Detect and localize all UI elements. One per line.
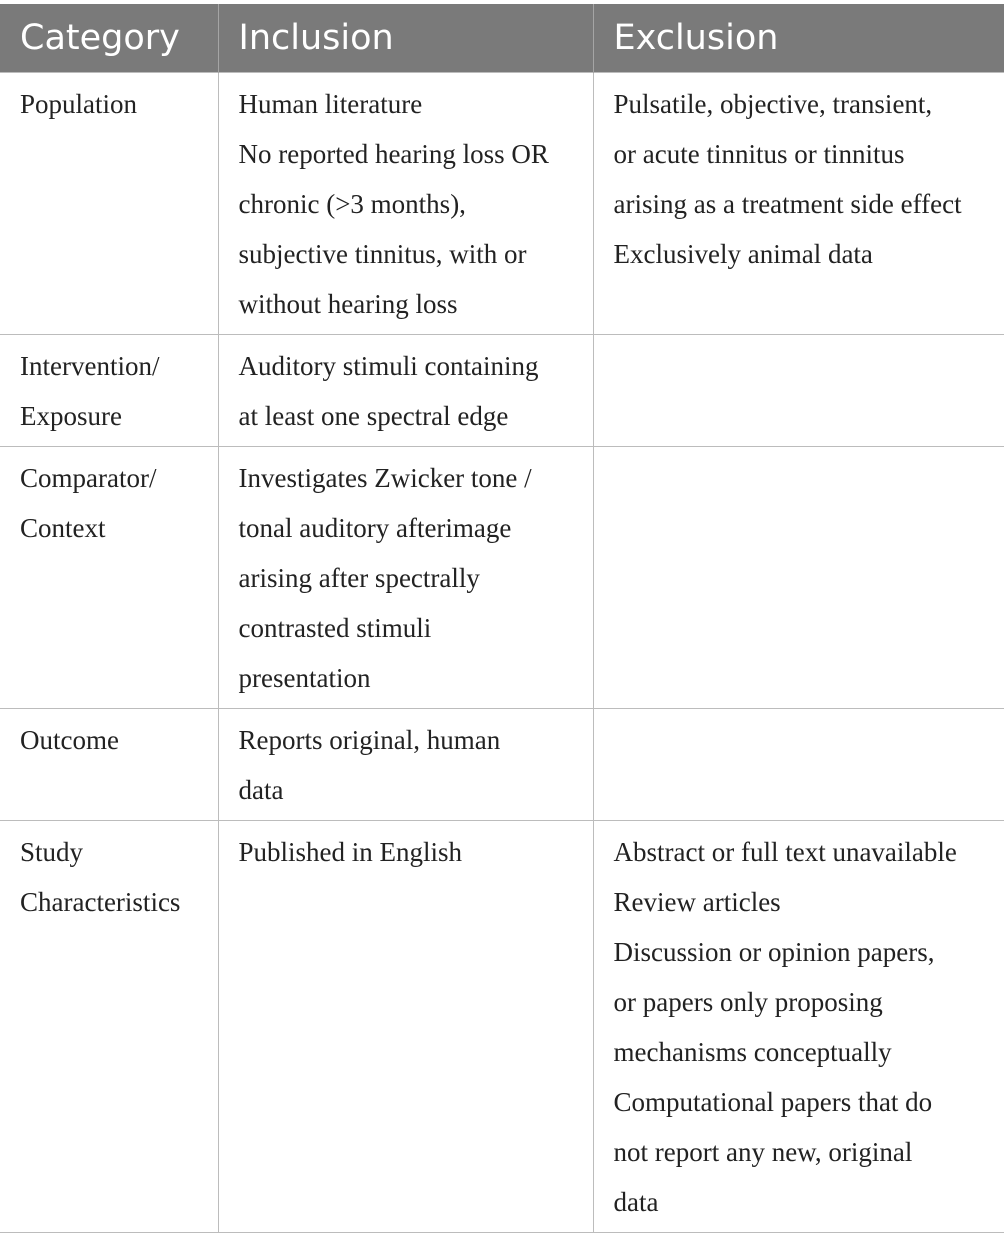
text-line: not report any new, original bbox=[613, 1136, 913, 1167]
text-line: Context bbox=[20, 512, 106, 543]
cell-inclusion bbox=[218, 334, 593, 446]
cell-category bbox=[0, 708, 218, 820]
cell-exclusion bbox=[593, 446, 1004, 708]
text-line: chronic (>3 months), bbox=[238, 188, 466, 219]
table-header bbox=[0, 4, 1004, 72]
text-line: Review articles bbox=[613, 886, 781, 917]
text-line: data bbox=[613, 1186, 659, 1217]
text-line: at least one spectral edge bbox=[238, 400, 509, 431]
table-body bbox=[0, 72, 1004, 1232]
header-inclusion: Inclusion bbox=[218, 4, 593, 72]
text-line: Exposure bbox=[20, 400, 122, 431]
text-line: Investigates Zwicker tone / bbox=[238, 462, 532, 493]
cell-exclusion bbox=[593, 820, 1004, 1232]
text-line: presentation bbox=[238, 662, 371, 693]
text-line: Computational papers that do bbox=[613, 1086, 933, 1117]
criteria-table bbox=[0, 4, 1004, 1233]
text-line: contrasted stimuli bbox=[238, 612, 432, 643]
cell-category bbox=[0, 334, 218, 446]
cell-inclusion bbox=[218, 708, 593, 820]
text-line: Published in English bbox=[238, 836, 463, 867]
cell-category bbox=[0, 446, 218, 708]
cell-exclusion bbox=[593, 334, 1004, 446]
table-row-population bbox=[0, 72, 1004, 334]
text-line: subjective tinnitus, with or bbox=[238, 238, 527, 269]
text-line: Intervention/ bbox=[20, 350, 160, 381]
text-line: Exclusively animal data bbox=[613, 238, 873, 269]
text-line: Reports original, human bbox=[238, 724, 501, 755]
text-line: Human literature bbox=[238, 88, 423, 119]
cell-category bbox=[0, 72, 218, 334]
table-row-comparator bbox=[0, 446, 1004, 708]
header-row bbox=[0, 4, 1004, 72]
text-line: arising after spectrally bbox=[238, 562, 480, 593]
table-row-outcome bbox=[0, 708, 1004, 820]
header-exclusion: Exclusion bbox=[593, 4, 1004, 72]
text-line: Comparator/ bbox=[20, 462, 157, 493]
text-line: data bbox=[238, 774, 284, 805]
text-line: Outcome bbox=[20, 724, 119, 755]
text-line: Discussion or opinion papers, bbox=[613, 936, 935, 967]
cell-category bbox=[0, 820, 218, 1232]
cell-exclusion bbox=[593, 708, 1004, 820]
text-line: or acute tinnitus or tinnitus bbox=[613, 138, 905, 169]
text-line: Pulsatile, objective, transient, bbox=[613, 88, 933, 119]
text-line: Study bbox=[20, 836, 84, 867]
text-line: Population bbox=[20, 88, 138, 119]
cell-inclusion bbox=[218, 820, 593, 1232]
text-line: without hearing loss bbox=[238, 288, 458, 319]
text-line: Abstract or full text unavailable bbox=[613, 836, 957, 867]
table-row-study-characteristics bbox=[0, 820, 1004, 1232]
text-line: No reported hearing loss OR bbox=[238, 138, 549, 169]
cell-exclusion bbox=[593, 72, 1004, 334]
table-row-intervention bbox=[0, 334, 1004, 446]
header-category: Category bbox=[0, 4, 218, 72]
text-line: Characteristics bbox=[20, 886, 181, 917]
text-line: arising as a treatment side effect bbox=[613, 188, 962, 219]
cell-inclusion bbox=[218, 72, 593, 334]
text-line: tonal auditory afterimage bbox=[238, 512, 512, 543]
text-line: Auditory stimuli containing bbox=[238, 350, 539, 381]
text-line: or papers only proposing bbox=[613, 986, 883, 1017]
cell-inclusion bbox=[218, 446, 593, 708]
text-line: mechanisms conceptually bbox=[613, 1036, 892, 1067]
